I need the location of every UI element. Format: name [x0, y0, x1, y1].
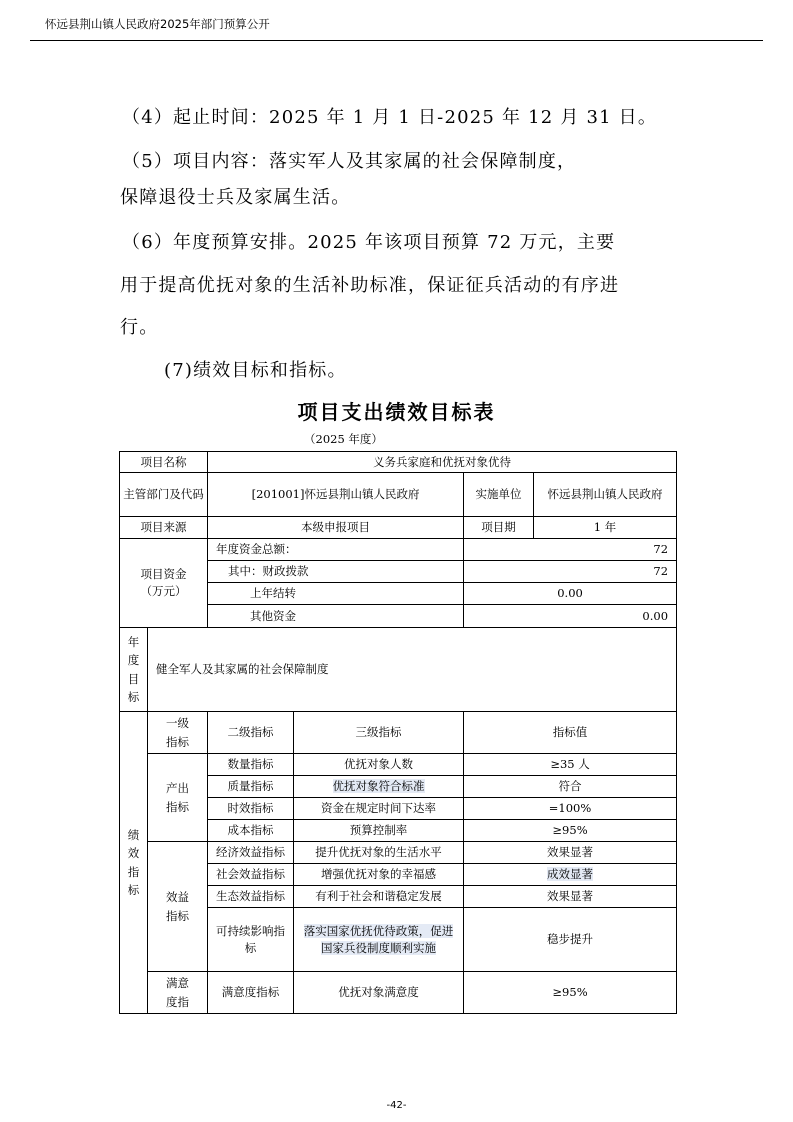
funds-other-label: 其他资金	[208, 605, 464, 628]
highlighted-text: 优抚对象符合标准	[332, 779, 425, 794]
indicator-value: ≥35 人	[464, 754, 677, 776]
table-row	[120, 517, 677, 539]
page-number: -42-	[386, 1100, 407, 1111]
table-row	[120, 972, 677, 1014]
paragraph-content-line2: 保障退役士兵及家属生活。	[120, 187, 351, 208]
indicator-level2: 可持续影响指标	[208, 908, 294, 972]
performance-table	[119, 451, 677, 1014]
funds-fiscal-value: 72	[464, 561, 677, 583]
indicator-level3: 优抚对象满意度	[294, 972, 464, 1014]
indicator-level3: 有利于社会和谐稳定发展	[294, 886, 464, 908]
performance-indicators-label: 绩效指标	[120, 712, 148, 1014]
indicator-level3: 增强优抚对象的幸福感	[294, 864, 464, 886]
table-row	[120, 473, 677, 517]
table-row	[120, 628, 677, 712]
table-row	[120, 452, 677, 473]
paragraph-budget-line1: （6）年度预算安排。2025 年该项目预算 72 万元，主要	[122, 232, 616, 253]
source-value: 本级申报项目	[208, 517, 464, 539]
satisfaction-label: 满意度指	[148, 972, 208, 1014]
header-value: 指标值	[464, 712, 677, 754]
indicator-level2: 质量指标	[208, 776, 294, 798]
indicator-level3: 预算控制率	[294, 820, 464, 842]
annual-goal-value: 健全军人及其家属的社会保障制度	[148, 628, 677, 712]
implementing-unit-value: 怀远县荆山镇人民政府	[534, 473, 677, 517]
paragraph-period: （4）起止时间：2025 年 1 月 1 日-2025 年 12 月 31 日。	[122, 107, 658, 128]
table-title: 项目支出绩效目标表	[297, 400, 496, 424]
indicator-level2: 生态效益指标	[208, 886, 294, 908]
highlighted-text: 落实国家优抚优待政策，促进国家兵役制度顺利实施	[303, 923, 454, 955]
funds-label	[120, 539, 208, 628]
project-name-label: 项目名称	[120, 452, 208, 473]
department-label: 主管部门及代码	[120, 473, 208, 517]
output-indicators-label: 产出指标	[148, 754, 208, 842]
header-level1: 一级指标	[148, 712, 208, 754]
indicator-value: ≥95%	[464, 972, 677, 1014]
indicator-level2: 社会效益指标	[208, 864, 294, 886]
paragraph-budget-line3: 行。	[120, 317, 159, 338]
indicator-level2: 时效指标	[208, 798, 294, 820]
department-value: [201001]怀远县荆山镇人民政府	[208, 473, 464, 517]
indicator-value	[464, 864, 677, 886]
indicator-level3	[294, 776, 464, 798]
indicator-value: 效果显著	[464, 842, 677, 864]
table-row	[120, 539, 677, 561]
project-name-value: 义务兵家庭和优抚对象优待	[208, 452, 677, 473]
document-header: 怀远县荆山镇人民政府2025年部门预算公开	[45, 17, 270, 31]
indicator-value: ≥95%	[464, 820, 677, 842]
indicator-level2: 经济效益指标	[208, 842, 294, 864]
indicator-level2: 成本指标	[208, 820, 294, 842]
funds-total-value: 72	[464, 539, 677, 561]
indicator-value: 效果显著	[464, 886, 677, 908]
paragraph-budget-line2: 用于提高优抚对象的生活补助标准，保证征兵活动的有序进	[120, 275, 620, 296]
indicator-level3: 提升优抚对象的生活水平	[294, 842, 464, 864]
indicator-value: =100%	[464, 798, 677, 820]
highlighted-text: 成效显著	[547, 867, 594, 882]
paragraph-content-line1: （5）项目内容：落实军人及其家属的社会保障制度，	[122, 151, 577, 172]
header-divider	[30, 40, 763, 41]
indicator-level3: 优抚对象人数	[294, 754, 464, 776]
funds-fiscal-label: 其中：财政拨款	[208, 561, 464, 583]
source-label: 项目来源	[120, 517, 208, 539]
table-year: （2025 年度）	[304, 432, 383, 446]
funds-carryover-label: 上年结转	[208, 583, 464, 605]
table-row	[120, 754, 677, 776]
funds-other-value: 0.00	[464, 605, 677, 628]
header-level3: 三级指标	[294, 712, 464, 754]
funds-label-line2: （万元）	[140, 584, 187, 598]
annual-goal-label: 年度目标	[120, 628, 148, 712]
implementing-unit-label: 实施单位	[464, 473, 534, 517]
funds-total-label: 年度资金总额：	[208, 539, 464, 561]
period-label: 项目期	[464, 517, 534, 539]
paragraph-goals: (7)绩效目标和指标。	[164, 360, 347, 381]
table-row	[120, 842, 677, 864]
indicator-value: 符合	[464, 776, 677, 798]
indicator-level2: 数量指标	[208, 754, 294, 776]
table-row	[120, 712, 677, 754]
benefit-indicators-label: 效益指标	[148, 842, 208, 972]
funds-carryover-value: 0.00	[464, 583, 677, 605]
indicator-level2: 满意度指标	[208, 972, 294, 1014]
header-level2: 二级指标	[208, 712, 294, 754]
indicator-level3: 资金在规定时间下达率	[294, 798, 464, 820]
indicator-level3	[294, 908, 464, 972]
period-value: 1 年	[534, 517, 677, 539]
funds-label-line1: 项目资金	[140, 567, 187, 582]
indicator-value: 稳步提升	[464, 908, 677, 972]
